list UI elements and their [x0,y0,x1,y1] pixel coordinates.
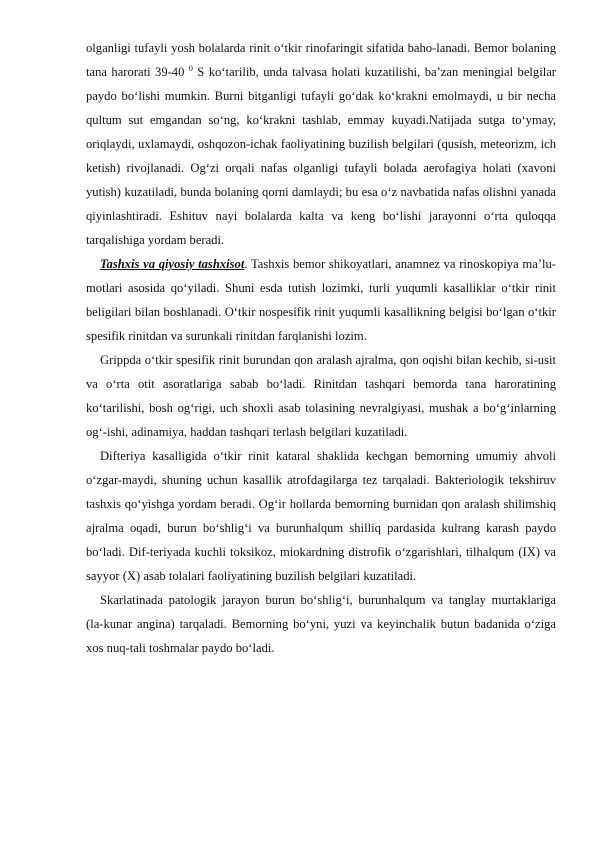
section-heading-diagnosis: Tashxis va qiyosiy tashxisot [100,257,245,271]
paragraph-scarlet-fever [86,588,556,660]
paragraph-diphtheria [86,444,556,588]
paragraph-intro-text-a: olganligi tufayli yosh bolalarda rinit o‘tkir rinofaringit sifatida baho-lanadi. Bemor bolaning tana harorati 39-40 [86,41,556,79]
paragraph-intro [86,36,556,252]
paragraph-diphtheria-text: Difteriya kasalligida o‘tkir rinit kataral shaklida kechgan bemorning umumiy ahvoli o‘zgar-maydi, shuning uchun kasallik atrofdagilarga tez tarqaladi. Bakteriologik tekshiruv tashxis qo‘yishga yordam beradi. Og‘ir hollarda bemorning burnidan qon aralash shilimshiq ajralma oqadi, burun bo‘shlig‘i va burunhalqum shilliq pardasida kulrang karash paydo bo‘ladi. Dif-teriyada kuchli toksikoz, miokardning distrofik o‘zgarishlari, tilhalqum (IX) va sayyor (X) asab tolalari faoliyatining buzilish belgilari kuzatiladi. [86,449,556,583]
paragraph-diagnosis-text: . Tashxis bemor shikoyatlari, anamnez va rinoskopiya ma’lu-motlari asosida qo‘yiladi. Shuni esda tutish lozimki, turli yuqumli kasalliklar o‘tkir rinit beligilari bilan boshlanadi. O‘tkir nospesifik rinit yuqumli kasallikning belgisi bo‘lgan o‘tkir spesifik rinitdan va surunkali rinitdan farqlanishi lozim. [86,257,556,343]
paragraph-diagnosis [86,252,556,348]
paragraph-scarlet-fever-text: Skarlatinada patologik jarayon burun bo‘shlig‘i, burunhalqum va tanglay murtaklariga (la-kunar angina) tarqaladi. Bemorning bo‘yni, yuzi va keyinchalik butun badanida o‘ziga xos nuq-tali toshmalar paydo bo‘ladi. [86,593,556,655]
paragraph-influenza [86,348,556,444]
document-page [86,36,556,660]
paragraph-intro-text-b: S ko‘tarilib, unda talvasa holati kuzatilishi, ba’zan meningial belgilar paydo bo‘lishi mumkin. Burni bitganligi tufayli go‘dak ko‘krakni emolmaydi, u bir necha qultum sut emgandan so‘ng, ko‘krakni tashlab, emmay kuyadi.Natijada sutga to‘ymay, oriqlaydi, uxlamaydi, oshqozon-ichak faoliyatining buzilish belgilari (qusish, meteorizm, ich ketish) rivojlanadi. Og‘zi orqali nafas olganligi tufayli bolada aerofagiya holati (xavoni yutish) kuzatiladi, bunda bolaning qorni damlaydi; bu esa o‘z navbatida nafas olishni yanada qiyinlashtiradi. Eshituv nayi bolalarda kalta va keng bo‘lishi jarayonni o‘rta quloqqa tarqalishiga yordam beradi. [86,65,556,247]
paragraph-influenza-text: Grippda o‘tkir spesifik rinit burundan qon aralash ajralma, qon oqishi bilan kechib, si-usit va o‘rta otit asoratlariga sabab bo‘ladi. Rinitdan tashqari bemorda tana haroratining ko‘tarilishi, bosh og‘rigi, uch shoxli asab tolasining nevralgiyasi, mushak a bo‘g‘inlarning og‘-ishi, adinamiya, haddan tashqari terlash belgilari kuzatiladi. [86,353,556,439]
degree-superscript: 0 [188,63,193,73]
